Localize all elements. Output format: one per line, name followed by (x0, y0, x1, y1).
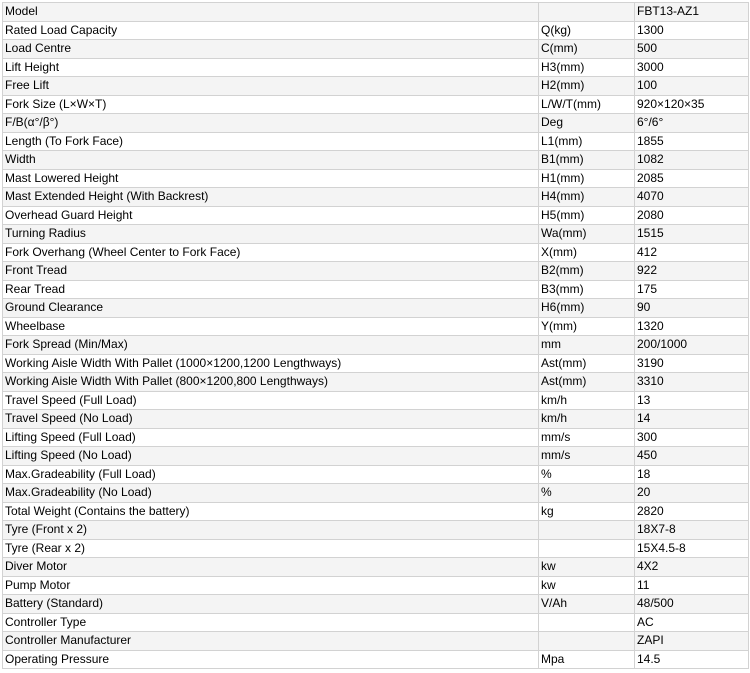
unit-cell: Y(mm) (539, 317, 635, 336)
value-cell: 412 (635, 243, 749, 262)
table-row (3, 428, 749, 447)
value-cell: 1515 (635, 225, 749, 244)
value-cell: 3000 (635, 58, 749, 77)
table-row (3, 299, 749, 318)
unit-cell (539, 3, 635, 22)
table-row (3, 243, 749, 262)
value-cell: 3310 (635, 373, 749, 392)
table-row (3, 188, 749, 207)
param-cell: Working Aisle Width With Pallet (800×1200,800 Lengthways) (3, 373, 539, 392)
table-row (3, 225, 749, 244)
spec-table-body (3, 3, 749, 669)
value-cell: 90 (635, 299, 749, 318)
table-row (3, 613, 749, 632)
unit-cell: mm/s (539, 428, 635, 447)
table-row (3, 465, 749, 484)
table-row (3, 539, 749, 558)
table-row (3, 132, 749, 151)
unit-cell: % (539, 484, 635, 503)
param-cell: Total Weight (Contains the battery) (3, 502, 539, 521)
value-cell: FBT13-AZ1 (635, 3, 749, 22)
value-cell: 200/1000 (635, 336, 749, 355)
unit-cell: B2(mm) (539, 262, 635, 281)
unit-cell: H3(mm) (539, 58, 635, 77)
table-row (3, 77, 749, 96)
table-row (3, 502, 749, 521)
param-cell: Turning Radius (3, 225, 539, 244)
unit-cell: Wa(mm) (539, 225, 635, 244)
value-cell: 920×120×35 (635, 95, 749, 114)
param-cell: F/B(α°/β°) (3, 114, 539, 133)
value-cell: 13 (635, 391, 749, 410)
unit-cell: V/Ah (539, 595, 635, 614)
table-row (3, 595, 749, 614)
unit-cell: Ast(mm) (539, 354, 635, 373)
param-cell: Ground Clearance (3, 299, 539, 318)
value-cell: 48/500 (635, 595, 749, 614)
param-cell: Load Centre (3, 40, 539, 59)
unit-cell: Deg (539, 114, 635, 133)
table-row (3, 206, 749, 225)
param-cell: Fork Overhang (Wheel Center to Fork Face) (3, 243, 539, 262)
param-cell: Mast Extended Height (With Backrest) (3, 188, 539, 207)
param-cell: Width (3, 151, 539, 170)
param-cell: Controller Type (3, 613, 539, 632)
param-cell: Wheelbase (3, 317, 539, 336)
value-cell: AC (635, 613, 749, 632)
value-cell: 175 (635, 280, 749, 299)
param-cell: Working Aisle Width With Pallet (1000×1200,1200 Lengthways) (3, 354, 539, 373)
table-row (3, 373, 749, 392)
param-cell: Overhead Guard Height (3, 206, 539, 225)
unit-cell (539, 613, 635, 632)
param-cell: Fork Spread (Min/Max) (3, 336, 539, 355)
unit-cell: Ast(mm) (539, 373, 635, 392)
value-cell: 922 (635, 262, 749, 281)
unit-cell: Mpa (539, 650, 635, 669)
table-row (3, 151, 749, 170)
param-cell: Lifting Speed (Full Load) (3, 428, 539, 447)
table-row (3, 391, 749, 410)
unit-cell: Q(kg) (539, 21, 635, 40)
value-cell: 1300 (635, 21, 749, 40)
param-cell: Lift Height (3, 58, 539, 77)
value-cell: 500 (635, 40, 749, 59)
value-cell: 11 (635, 576, 749, 595)
unit-cell (539, 521, 635, 540)
unit-cell: H1(mm) (539, 169, 635, 188)
table-row (3, 58, 749, 77)
param-cell: Lifting Speed (No Load) (3, 447, 539, 466)
value-cell: 300 (635, 428, 749, 447)
unit-cell: L1(mm) (539, 132, 635, 151)
unit-cell: kw (539, 576, 635, 595)
param-cell: Travel Speed (No Load) (3, 410, 539, 429)
table-row (3, 336, 749, 355)
value-cell: 1855 (635, 132, 749, 151)
param-cell: Tyre (Front x 2) (3, 521, 539, 540)
value-cell: 4070 (635, 188, 749, 207)
unit-cell: H2(mm) (539, 77, 635, 96)
table-row (3, 558, 749, 577)
value-cell: 2085 (635, 169, 749, 188)
value-cell: 4X2 (635, 558, 749, 577)
table-row (3, 447, 749, 466)
value-cell: 15X4.5-8 (635, 539, 749, 558)
param-cell: Operating Pressure (3, 650, 539, 669)
value-cell: 100 (635, 77, 749, 96)
table-row (3, 484, 749, 503)
param-cell: Rated Load Capacity (3, 21, 539, 40)
table-row (3, 3, 749, 22)
unit-cell: % (539, 465, 635, 484)
unit-cell: H5(mm) (539, 206, 635, 225)
value-cell: 20 (635, 484, 749, 503)
table-row (3, 169, 749, 188)
unit-cell (539, 632, 635, 651)
unit-cell: H4(mm) (539, 188, 635, 207)
param-cell: Travel Speed (Full Load) (3, 391, 539, 410)
param-cell: Battery (Standard) (3, 595, 539, 614)
value-cell: 6°/6° (635, 114, 749, 133)
table-row (3, 521, 749, 540)
param-cell: Pump Motor (3, 576, 539, 595)
table-row (3, 410, 749, 429)
value-cell: 1082 (635, 151, 749, 170)
param-cell: Fork Size (L×W×T) (3, 95, 539, 114)
table-row (3, 317, 749, 336)
param-cell: Max.Gradeability (No Load) (3, 484, 539, 503)
table-row (3, 40, 749, 59)
unit-cell: km/h (539, 391, 635, 410)
param-cell: Free Lift (3, 77, 539, 96)
value-cell: 2080 (635, 206, 749, 225)
param-cell: Length (To Fork Face) (3, 132, 539, 151)
unit-cell: B1(mm) (539, 151, 635, 170)
value-cell: 18X7-8 (635, 521, 749, 540)
table-row (3, 576, 749, 595)
value-cell: 3190 (635, 354, 749, 373)
value-cell: 14 (635, 410, 749, 429)
param-cell: Controller Manufacturer (3, 632, 539, 651)
table-row (3, 354, 749, 373)
unit-cell: km/h (539, 410, 635, 429)
value-cell: ZAPI (635, 632, 749, 651)
value-cell: 1320 (635, 317, 749, 336)
unit-cell (539, 539, 635, 558)
table-row (3, 21, 749, 40)
table-row (3, 262, 749, 281)
param-cell: Rear Tread (3, 280, 539, 299)
value-cell: 14.5 (635, 650, 749, 669)
param-cell: Model (3, 3, 539, 22)
table-row (3, 650, 749, 669)
unit-cell: X(mm) (539, 243, 635, 262)
unit-cell: B3(mm) (539, 280, 635, 299)
unit-cell: mm/s (539, 447, 635, 466)
unit-cell: C(mm) (539, 40, 635, 59)
param-cell: Mast Lowered Height (3, 169, 539, 188)
param-cell: Front Tread (3, 262, 539, 281)
table-row (3, 632, 749, 651)
table-row (3, 280, 749, 299)
unit-cell: L/W/T(mm) (539, 95, 635, 114)
unit-cell: kw (539, 558, 635, 577)
table-row (3, 95, 749, 114)
param-cell: Diver Motor (3, 558, 539, 577)
value-cell: 450 (635, 447, 749, 466)
param-cell: Max.Gradeability (Full Load) (3, 465, 539, 484)
value-cell: 2820 (635, 502, 749, 521)
param-cell: Tyre (Rear x 2) (3, 539, 539, 558)
value-cell: 18 (635, 465, 749, 484)
unit-cell: H6(mm) (539, 299, 635, 318)
table-row (3, 114, 749, 133)
unit-cell: kg (539, 502, 635, 521)
spec-table (2, 2, 749, 669)
unit-cell: mm (539, 336, 635, 355)
